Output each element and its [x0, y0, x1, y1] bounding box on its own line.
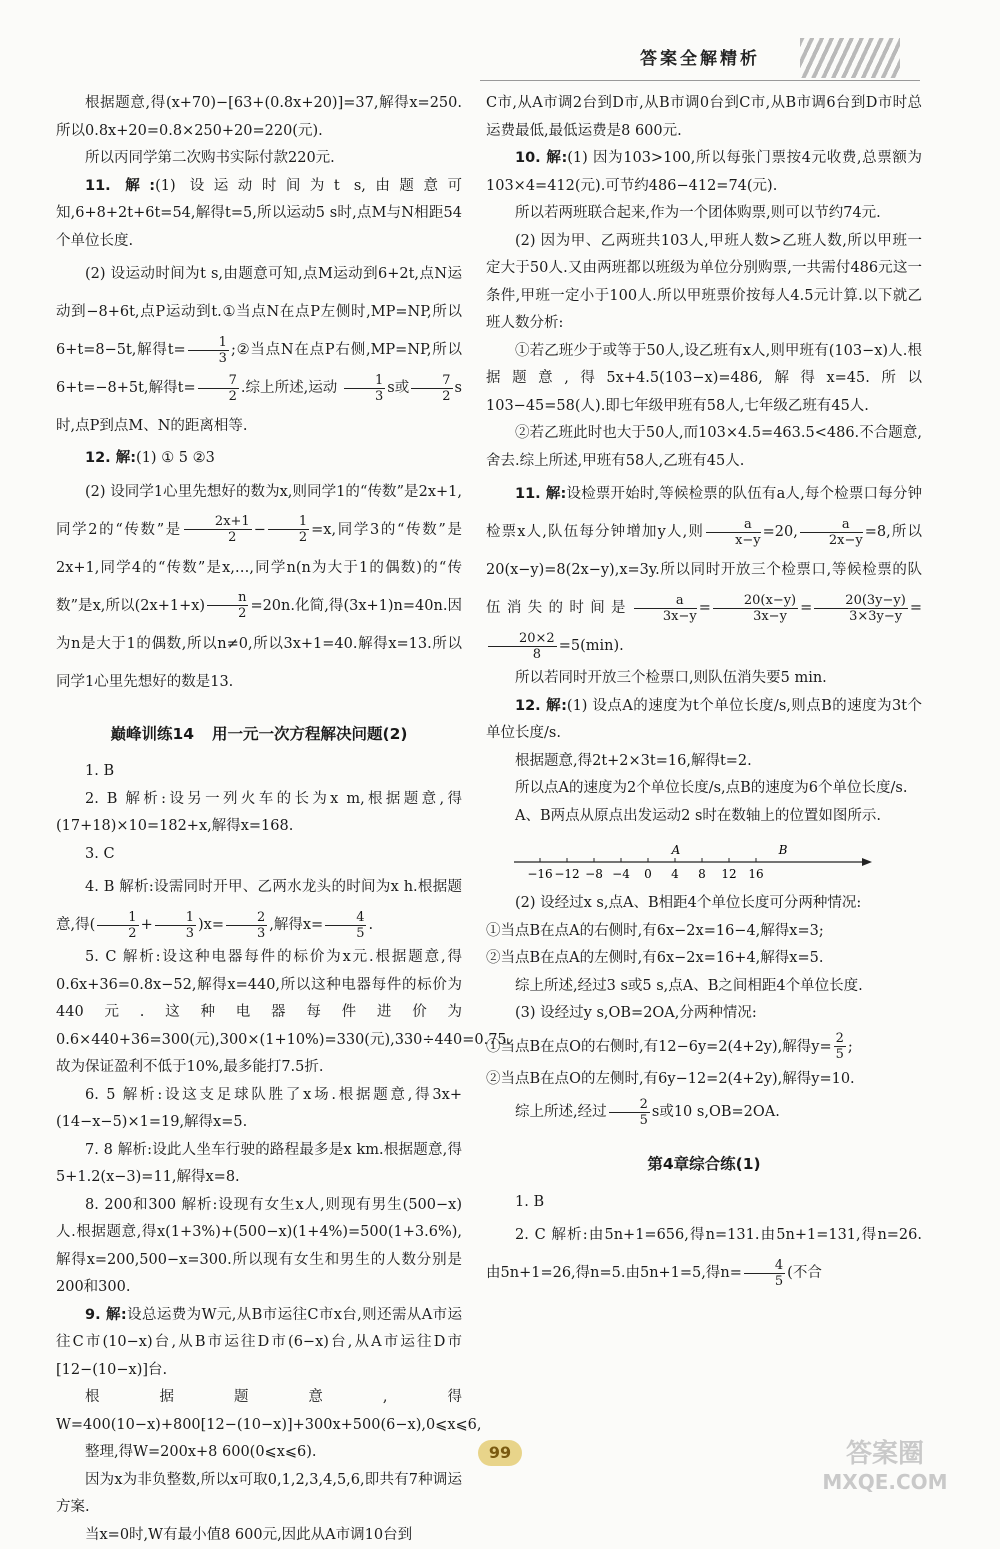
number-line-tick-label: 0: [644, 867, 652, 881]
header-stripes-decoration: [800, 38, 900, 78]
answer-2: 2. C 解析:由5n+1=656,得n=131.由5n+1=131,得n=26.由5n+1=26,得n=5.由5n+1=5,得n= $\frac{4}{5}$ (不合: [486, 1216, 922, 1292]
fraction: $\frac{20(3y-y)}{3\times 3y-y}$: [814, 593, 908, 624]
arrow-head: [862, 858, 872, 866]
answer-4: 4. B 解析:设需同时开甲、乙两水龙头的时间为x h.根据题意,得( $\frac{1}{2}$ + $\frac{1}{3}$ )x= $\frac{2}{3}$ ,解得x= $\frac{4}{5}$ .: [56, 868, 462, 944]
paragraph: 综上所述,经过 $\frac{2}{5}$ s或10 s,OB=2OA.: [486, 1093, 922, 1131]
left-column: [56, 90, 462, 1549]
number-line-tick-label: −8: [585, 867, 603, 881]
paragraph: 所以若两班联合起来,作为一个团体购票,则可以节约74元.: [486, 200, 922, 228]
fraction: $\frac{2x+1}{2}$: [184, 514, 252, 545]
section-title: 第4章综合练(1): [486, 1151, 922, 1179]
answer-3: 3. C: [56, 841, 462, 869]
header-rule: [480, 80, 920, 81]
number-line-tick-label: 8: [698, 867, 706, 881]
paragraph: 因为x为非负整数,所以x可取0,1,2,3,4,5,6,即共有7种调运方案.: [56, 1467, 462, 1522]
paragraph: 根据题意,得W=400(10−x)+800[12−(10−x)]+300x+500(6−x),0⩽x⩽6,: [56, 1384, 462, 1439]
number-line: [486, 838, 922, 886]
point-a-label: A: [671, 843, 681, 857]
paragraph: (2) 设经过x s,点A、B相距4个单位长度可分两种情况:: [486, 890, 922, 918]
number-line-figure: [486, 838, 922, 886]
paragraph: (2) 因为甲、乙两班共103人,甲班人数>乙班人数,所以甲班一定大于50人.又由两班都以班级为单位分别购票,一共需付486元这一条件,甲班一定小于100人.所以甲班票价按每人4.5元计算.以下就乙班人数分析:: [486, 228, 922, 338]
section-title: 巅峰训练14 用一元一次方程解决问题(2): [56, 721, 462, 749]
right-column: [486, 90, 922, 1292]
q11-part2: (2) 设运动时间为t s,由题意可知,点M运动到6+2t,点N运动到−8+6t,点P运动到t.①当点N在点P左侧时,MP=NP,所以6+t=8−5t,解得t= $\frac{1}{3}$ ;②当点N在点P右侧,MP=NP,所以6+t=−8+5t,解得t= $\frac{7}{2}$ .综上所述,运动 $\frac{1}{3}$ s或 $\frac{7}{2}$ s时,点P到点M、N的距离相等.: [56, 255, 462, 445]
answer-6: 6. 5 解析:设这支足球队胜了x场.根据题意,得3x+(14−x−5)×1=19,解得x=5.: [56, 1082, 462, 1137]
q11-part1: 11. 解:(1) 设运动时间为t s,由题意可知,6+8+2t+6t=54,解得t=5,所以运动5 s时,点M与N相距54个单位长度.: [56, 173, 462, 256]
q12-part1: 12. 解:(1) 设点A的速度为t个单位长度/s,则点B的速度为3t个单位长度/s.: [486, 693, 922, 748]
answer-5: 5. C 解析:设这种电器每件的标价为x元.根据题意,得0.6x+36=0.8x−52,解得x=440,所以这种电器每件的标价为440元.这种电器每件进价为0.6×440+36=300(元),300×(1+10%)=330(元),330÷440=0.75.故为保证盈利不低于10%,最多能打7.5折.: [56, 944, 462, 1082]
q12-part1: 12. 解:(1) ① 5 ②3: [56, 445, 462, 473]
paragraph: 所以点A的速度为2个单位长度/s,点B的速度为6个单位长度/s.: [486, 775, 922, 803]
paragraph: 当x=0时,W有最小值8 600元,因此从A市调10台到: [56, 1522, 462, 1549]
fraction: $\frac{1}{3}$: [155, 910, 196, 941]
paragraph: ①当点B在点O的右侧时,有12−6y=2(4+2y),解得y= $\frac{2}{5}$ ;: [486, 1028, 922, 1066]
number-line-tick-label: 16: [748, 867, 763, 881]
fraction: $\frac{a}{2x-y}$: [800, 517, 863, 548]
answer-8: 8. 200和300 解析:设现有女生x人,则现有男生(500−x)人.根据题意,得x(1+3%)+(500−x)(1+4%)=500(1+3.6%),解得x=200,500−x=300.所以现有女生和男生的人数分别是200和300.: [56, 1192, 462, 1302]
fraction: $\frac{1}{3}$: [344, 373, 385, 404]
paragraph: ①若乙班少于或等于50人,设乙班有x人,则甲班有(103−x)人.根据题意,得5x+4.5(103−x)=486,解得x=45.所以103−45=58(人).即七年级甲班有58人,七年级乙班有45人.: [486, 338, 922, 421]
fraction: $\frac{7}{2}$: [198, 373, 239, 404]
paragraph: 所以若同时开放三个检票口,则队伍消失要5 min.: [486, 665, 922, 693]
fraction: $\frac{a}{x-y}$: [706, 517, 761, 548]
running-header: [640, 38, 940, 78]
paragraph: A、B两点从原点出发运动2 s时在数轴上的位置如图所示.: [486, 803, 922, 831]
q11-ticket-answer: 11. 解:设检票开始时,等候检票的队伍有a人,每个检票口每分钟检票x人,队伍每分钟增加y人,则 $\frac{a}{x-y}$ =20, $\frac{a}{2x-y}$ =8,所以20(x−y)=8(2x−y),x=3y.所以同时开放三个检票口,等候检票的队伍消失的时间是 $\frac{a}{3x-y}$ = $\frac{20(x-y)}{3x-y}$ = $\frac{20(3y-y)}{3\times 3y-y}$ = $\frac{20\times 2}{8}$ =5(min).: [486, 475, 922, 665]
q10-part1: 10. 解:(1) 因为103>100,所以每张门票按4元收费,总票额为103×4=412(元).可节约486−412=74(元).: [486, 145, 922, 200]
fraction: $\frac{2}{5}$: [609, 1097, 650, 1128]
paragraph: ②若乙班此时也大于50人,而103×4.5=463.5<486.不合题意,舍去.综上所述,甲班有58人,乙班有45人.: [486, 420, 922, 475]
paragraph: ①当点B在点A的右侧时,有6x−2x=16−4,解得x=3;: [486, 918, 922, 946]
paragraph: 整理,得W=200x+8 600(0⩽x⩽6).: [56, 1439, 462, 1467]
paragraph: ②当点B在点A的左侧时,有6x−2x=16+4,解得x=5.: [486, 945, 922, 973]
q12-label: 12. 解:: [85, 450, 136, 466]
answer-7: 7. 8 解析:设此人坐车行驶的路程最多是x km.根据题意,得5+1.2(x−3)=11,解得x=8.: [56, 1137, 462, 1192]
answer-2: 2. B 解析:设另一列火车的长为x m,根据题意,得(17+18)×10=182+x,解得x=168.: [56, 786, 462, 841]
fraction: $\frac{2}{5}$: [834, 1031, 846, 1062]
fraction: $\frac{20(x-y)}{3x-y}$: [713, 593, 798, 624]
paragraph: (3) 设经过y s,OB=2OA,分两种情况:: [486, 1000, 922, 1028]
watermark-logo: 答案圈 MXQE.COM: [810, 1440, 960, 1496]
fraction: $\frac{7}{2}$: [411, 373, 452, 404]
number-line-tick-label: −12: [554, 867, 579, 881]
header-title: 答案全解精析: [640, 44, 760, 69]
fraction: $\frac{4}{5}$: [744, 1258, 785, 1289]
number-line-tick-label: −4: [612, 867, 630, 881]
paragraph: 根据题意,得2t+2×3t=16,解得t=2.: [486, 748, 922, 776]
paragraph: 根据题意,得(x+70)−[63+(0.8x+20)]=37,解得x=250.所以0.8x+20=0.8×250+20=220(元).: [56, 90, 462, 145]
fraction: $\frac{4}{5}$: [325, 910, 366, 941]
fraction: $\frac{1}{3}$: [188, 335, 229, 366]
q12-part2: (2) 设同学1心里先想好的数为x,则同学1的“传数”是2x+1,同学2的“传数”是 $\frac{2x+1}{2}$ − $\frac{1}{2}$ =x,同学3的“传数”是2x+1,同学4的“传数”是x,…,同学n(n为大于1的偶数)的“传数”是x,所以(2x+1+x) $\frac{n}{2}$ =20n.化简,得(3x+1)n=40n.因为n是大于1的偶数,所以n≠0,所以3x+1=40.解得x=13.所以同学1心里先想好的数是13.: [56, 473, 462, 701]
paragraph: 所以丙同学第二次购书实际付款220元.: [56, 145, 462, 173]
fraction: $\frac{n}{2}$: [207, 590, 248, 621]
paragraph: ②当点B在点O的左侧时,有6y−12=2(4+2y),解得y=10.: [486, 1066, 922, 1094]
number-line-tick-label: 12: [721, 867, 736, 881]
point-b-label: B: [778, 843, 788, 857]
fraction: $\frac{1}{2}$: [268, 514, 309, 545]
q11-label: 11. 解:: [85, 178, 155, 194]
fraction: $\frac{2}{3}$: [226, 910, 267, 941]
number-line-tick-label: 4: [671, 867, 679, 881]
answer-1: 1. B: [56, 758, 462, 786]
paragraph: 综上所述,经过3 s或5 s,点A、B之间相距4个单位长度.: [486, 973, 922, 1001]
answer-1: 1. B: [486, 1189, 922, 1217]
fraction: $\frac{a}{3x-y}$: [634, 593, 697, 624]
page-number: 99: [478, 1440, 522, 1466]
fraction: $\frac{1}{2}$: [97, 910, 138, 941]
fraction: $\frac{20\times 2}{8}$: [488, 631, 557, 662]
number-line-tick-label: −16: [527, 867, 552, 881]
paragraph: C市,从A市调2台到D市,从B市调0台到C市,从B市调6台到D市时总运费最低,最低运费是8 600元.: [486, 90, 922, 145]
answer-9: 9. 解:设总运费为W元,从B市运往C市x台,则还需从A市运往C市(10−x)台,从B市运往D市(6−x)台,从A市运往D市[12−(10−x)]台.: [56, 1302, 462, 1385]
